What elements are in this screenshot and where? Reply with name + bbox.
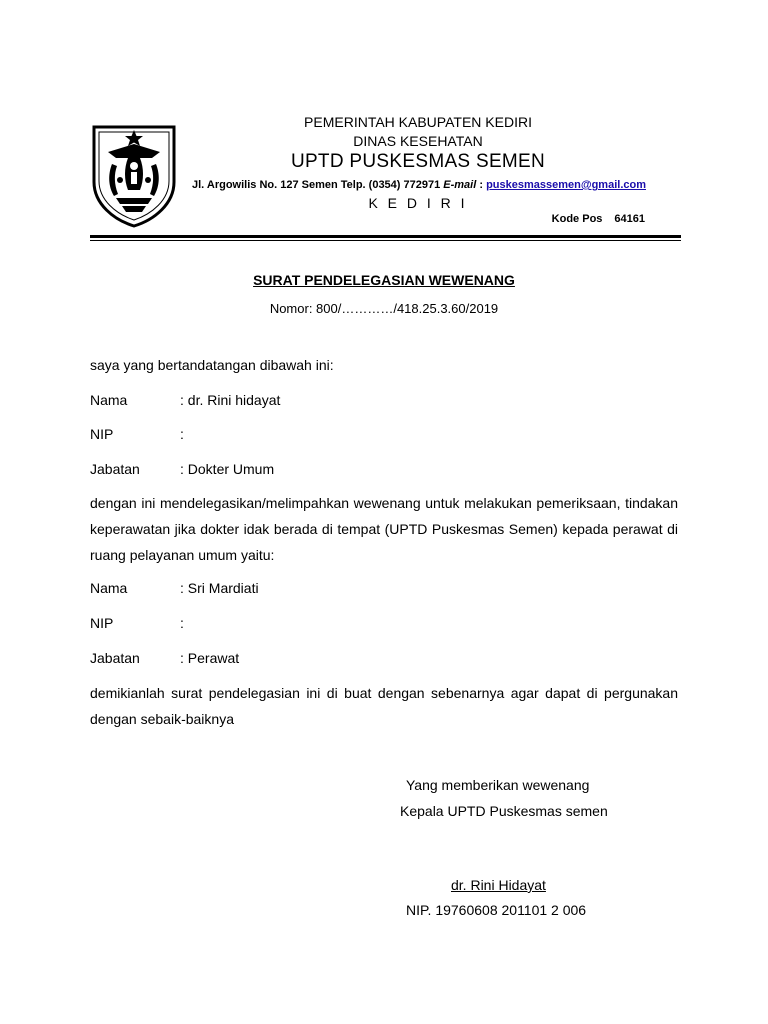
delegate-nip-value: : — [180, 615, 184, 631]
delegate-position-label: Jabatan — [90, 650, 140, 666]
delegation-paragraph — [90, 490, 678, 568]
letterhead-rule-thick — [90, 235, 681, 238]
delegate-name-value: : Sri Mardiati — [180, 580, 259, 596]
delegation-paragraph-line: keperawatan jika dokter idak berada di tempat (UPTD Puskesmas Semen) kepada perawat di — [90, 521, 678, 537]
delegator-name-value: : dr. Rini hidayat — [180, 392, 281, 408]
signatory-name: dr. Rini Hidayat — [451, 877, 546, 893]
signature-caption: Yang memberikan wewenang — [406, 777, 590, 793]
letterhead-rule-thin — [90, 240, 681, 241]
postal-code — [552, 213, 645, 225]
address-line — [192, 179, 646, 191]
letter-number: Nomor: 800/…………/418.25.3.60/2019 — [269, 301, 499, 316]
closing-paragraph-line: demikianlah surat pendelegasian ini di buat dengan sebenarnya agar dapat di pergunakan — [90, 685, 678, 701]
city-name: K E D I R I — [368, 195, 468, 211]
signatory-nip: NIP. 19760608 201101 2 006 — [406, 902, 587, 918]
letter-title: SURAT PENDELEGASIAN WEWENANG — [253, 272, 515, 288]
institution-name: UPTD PUSKESMAS SEMEN — [290, 151, 546, 172]
delegator-position-value: : Dokter Umum — [180, 461, 275, 477]
delegate-name-label: Nama — [90, 580, 128, 596]
address-text: Jl. Argowilis No. 127 Semen Telp. (0354) 772971 — [192, 179, 444, 191]
delegation-paragraph-line: ruang pelayanan umum yaitu: — [90, 547, 275, 563]
email-link[interactable]: puskesmassemen@gmail.com — [486, 179, 646, 191]
postal-code-label: Kode Pos — [551, 213, 603, 225]
delegator-name-label: Nama — [90, 392, 128, 408]
email-separator: : — [476, 179, 487, 191]
delegate-nip-label: NIP — [90, 615, 114, 631]
delegator-nip-label: NIP — [90, 426, 114, 442]
delegation-paragraph-line: dengan ini mendelegasikan/melimpahkan wewenang untuk melakukan pemeriksaan, tindakan — [90, 495, 678, 511]
department-name: DINAS KESEHATAN — [353, 133, 483, 149]
delegator-nip-value: : — [180, 426, 184, 442]
intro-text: saya yang bertandatangan dibawah ini: — [90, 357, 334, 373]
government-name: PEMERINTAH KABUPATEN KEDIRI — [304, 114, 532, 130]
signature-position: Kepala UPTD Puskesmas semen — [400, 803, 608, 819]
closing-paragraph-line: dengan sebaik-baiknya — [90, 711, 234, 727]
email-label: E-mail — [443, 179, 477, 191]
closing-paragraph — [90, 680, 678, 732]
delegate-position-value: : Perawat — [180, 650, 240, 666]
delegator-position-label: Jabatan — [90, 461, 140, 477]
postal-code-value: 64161 — [614, 213, 645, 225]
